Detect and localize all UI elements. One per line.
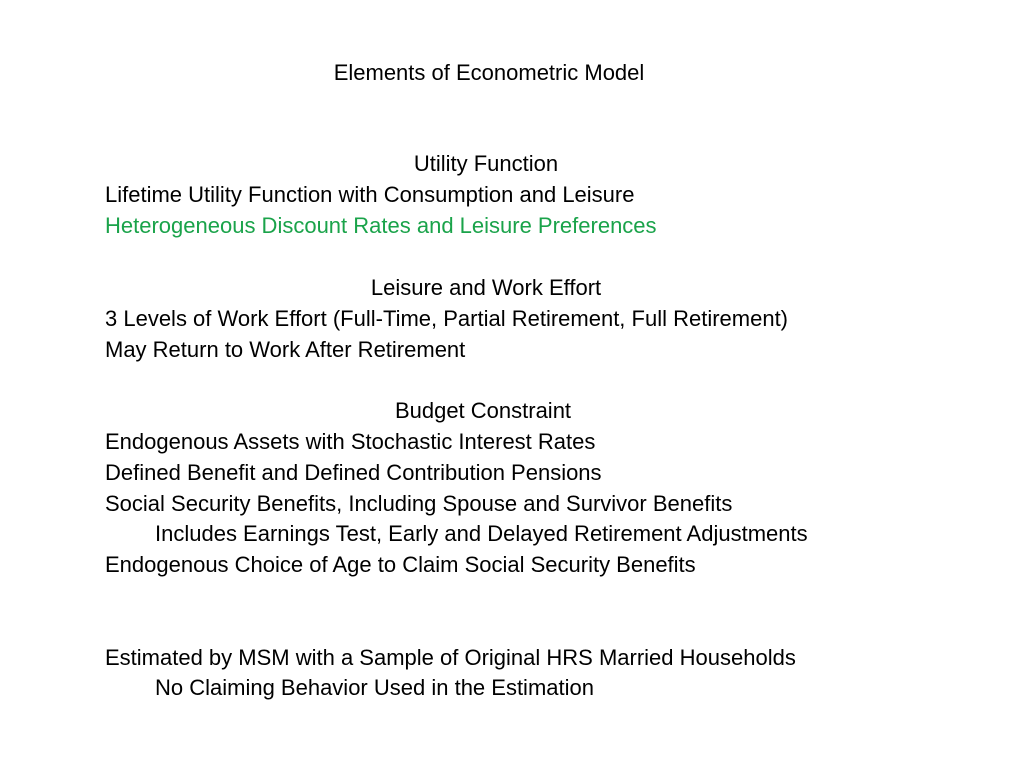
budget-line-2: Defined Benefit and Defined Contribution Pensions bbox=[105, 460, 602, 485]
estimation-line-1: Estimated by MSM with a Sample of Original HRS Married Households bbox=[105, 645, 796, 670]
utility-heading: Utility Function bbox=[413, 151, 559, 176]
budget-line-1: Endogenous Assets with Stochastic Interest Rates bbox=[105, 429, 596, 454]
budget-line-5: Endogenous Choice of Age to Claim Social Security Benefits bbox=[105, 552, 696, 577]
leisure-line-1: 3 Levels of Work Effort (Full-Time, Partial Retirement, Full Retirement) bbox=[105, 306, 789, 331]
leisure-heading: Leisure and Work Effort bbox=[370, 275, 602, 300]
budget-line-4-indented: Includes Earnings Test, Early and Delayed Retirement Adjustments bbox=[155, 521, 808, 546]
leisure-line-2: May Return to Work After Retirement bbox=[105, 337, 466, 362]
budget-line-3: Social Security Benefits, Including Spouse and Survivor Benefits bbox=[105, 491, 733, 516]
utility-line-1: Lifetime Utility Function with Consumption and Leisure bbox=[105, 182, 635, 207]
estimation-line-2-indented: No Claiming Behavior Used in the Estimation bbox=[155, 675, 594, 700]
budget-heading: Budget Constraint bbox=[394, 398, 572, 423]
slide-title: Elements of Econometric Model bbox=[333, 60, 645, 85]
utility-line-2-highlight: Heterogeneous Discount Rates and Leisure Preferences bbox=[105, 213, 657, 238]
